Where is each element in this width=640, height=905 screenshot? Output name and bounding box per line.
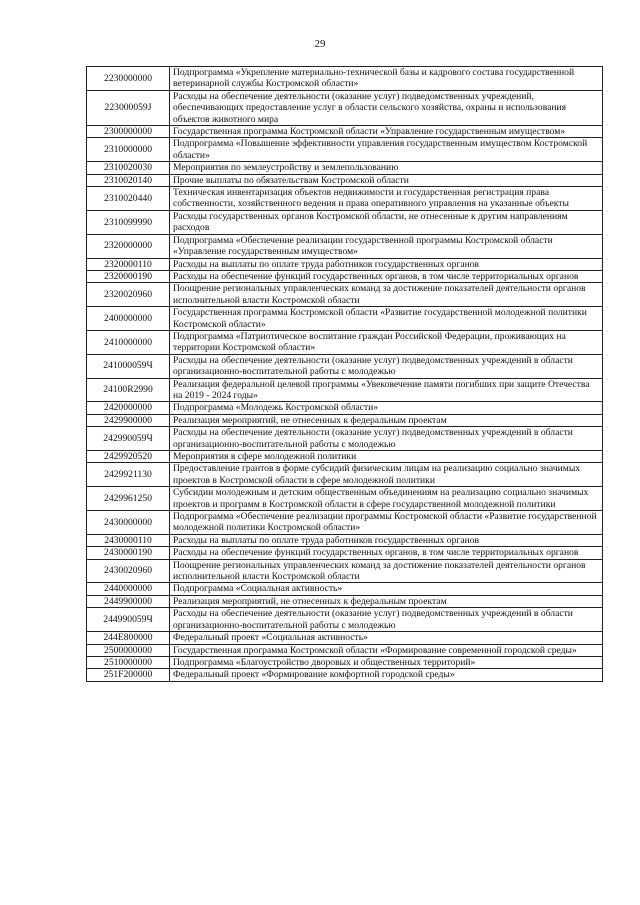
row-code: 2430000000 [87, 511, 170, 535]
row-code: 244990059Ч [87, 608, 170, 632]
table-row [87, 67, 603, 91]
row-code: 2429921130 [87, 463, 170, 487]
row-code: 2310020140 [87, 174, 170, 186]
row-code: 223000059J [87, 90, 170, 125]
row-name: Поощрение региональных управленческих команд за достижение показателей деятельности органов исполнительной власти Костромской области [170, 559, 603, 583]
table-row [87, 402, 603, 414]
row-code: 2510000000 [87, 656, 170, 668]
row-code: 2429961250 [87, 487, 170, 511]
row-name: Подпрограмма «Молодежь Костромской области» [170, 402, 603, 414]
table-row [87, 414, 603, 426]
row-code: 2320000190 [87, 270, 170, 282]
row-name: Федеральный проект «Формирование комфортной городской среды» [170, 669, 603, 681]
row-name: Предоставление грантов в форме субсидий физическим лицам на реализацию социально значимых проектов в Костромской области в сфере молодежной политики [170, 463, 603, 487]
row-name: Мероприятия в сфере молодежной политики [170, 451, 603, 463]
row-name: Реализация мероприятий, не отнесенных к федеральным проектам [170, 595, 603, 607]
table-row [87, 90, 603, 125]
row-name: Государственная программа Костромской области «Формирование современной городской среды» [170, 644, 603, 656]
row-name: Подпрограмма «Патриотическое воспитание граждан Российской Федерации, проживающих на территории Костромской области» [170, 330, 603, 354]
row-code: 2300000000 [87, 126, 170, 138]
row-name: Реализация федеральной целевой программы «Увековечение памяти погибших при защите Отечества на 2019 - 2024 годы» [170, 378, 603, 402]
table-row [87, 559, 603, 583]
row-code: 24100R2990 [87, 378, 170, 402]
table-row [87, 547, 603, 559]
table-row [87, 644, 603, 656]
row-code: 241000059Ч [87, 354, 170, 378]
row-code: 2310000000 [87, 138, 170, 162]
row-name: Государственная программа Костромской области «Развитие государственной молодежной политики Костромской области» [170, 307, 603, 331]
table-row [87, 307, 603, 331]
row-code: 2310099990 [87, 210, 170, 234]
page-number: 29 [314, 38, 326, 50]
row-name: Расходы на обеспечение деятельности (оказание услуг) подведомственных учреждений, обеспечивающих предоставление услуг в области сельского хозяйства, охраны и использования объектов животного мира [170, 90, 603, 125]
table-row [87, 608, 603, 632]
row-name: Федеральный проект «Социальная активность» [170, 632, 603, 644]
table-row [87, 174, 603, 186]
row-name: Реализация мероприятий, не отнесенных к федеральным проектам [170, 414, 603, 426]
row-name: Подпрограмма «Укрепление материально-технической базы и кадрового состава государственной ветеринарной службы Костромской области» [170, 67, 603, 91]
table-row [87, 234, 603, 258]
table-row [87, 534, 603, 546]
row-code: 2429900000 [87, 414, 170, 426]
row-code: 2430020960 [87, 559, 170, 583]
row-code: 2420000000 [87, 402, 170, 414]
row-code: 2429920520 [87, 451, 170, 463]
row-code: 244E800000 [87, 632, 170, 644]
row-code: 2430000190 [87, 547, 170, 559]
row-name: Расходы на выплаты по оплате труда работников государственных органов [170, 534, 603, 546]
row-code: 2310020030 [87, 162, 170, 174]
table-row [87, 187, 603, 211]
table-row [87, 632, 603, 644]
table-body [87, 67, 603, 682]
row-name: Поощрение региональных управленческих команд за достижение показателей деятельности органов исполнительной власти Костромской области [170, 283, 603, 307]
row-code: 2410000000 [87, 330, 170, 354]
table-row [87, 162, 603, 174]
row-code: 2230000000 [87, 67, 170, 91]
table-row [87, 126, 603, 138]
row-name: Расходы на обеспечение деятельности (оказание услуг) подведомственных учреждений в области организационно-воспитательной работы с молодежью [170, 354, 603, 378]
row-name: Расходы на обеспечение деятельности (оказание услуг) подведомственных учреждений в области организационно-воспитательной работы с молодежью [170, 608, 603, 632]
row-code: 251F200000 [87, 669, 170, 681]
row-code: 2500000000 [87, 644, 170, 656]
row-code: 2400000000 [87, 307, 170, 331]
row-name: Прочие выплаты по обязательствам Костромской области [170, 174, 603, 186]
row-code: 2320000110 [87, 258, 170, 270]
row-name: Субсидии молодежным и детским общественным объединениям на реализацию социально значимых проектов и программ в Костромской области в сфере государственной молодежной политики [170, 487, 603, 511]
row-name: Подпрограмма «Повышение эффективности управления государственным имуществом Костромской области» [170, 138, 603, 162]
table-row [87, 210, 603, 234]
row-code: 2320020960 [87, 283, 170, 307]
table-row [87, 270, 603, 282]
row-code: 2449900000 [87, 595, 170, 607]
table-row [87, 378, 603, 402]
row-code: 2310020440 [87, 187, 170, 211]
row-name: Расходы на обеспечение функций государственных органов, в том числе территориальных органов [170, 270, 603, 282]
row-name: Мероприятия по землеустройству и землепользованию [170, 162, 603, 174]
table-row [87, 427, 603, 451]
row-name: Расходы на обеспечение деятельности (оказание услуг) подведомственных учреждений в области организационно-воспитательной работы с молодежью [170, 427, 603, 451]
row-code: 2440000000 [87, 583, 170, 595]
table-row [87, 511, 603, 535]
table-row [87, 487, 603, 511]
table-row [87, 354, 603, 378]
table-row [87, 283, 603, 307]
table-row [87, 330, 603, 354]
row-name: Расходы государственных органов Костромской области, не отнесенные к другим направлениям расходов [170, 210, 603, 234]
table-row [87, 669, 603, 681]
row-code: 242990059Ч [87, 427, 170, 451]
table-row [87, 463, 603, 487]
row-name: Подпрограмма «Благоустройство дворовых и общественных территорий» [170, 656, 603, 668]
table-row [87, 451, 603, 463]
row-code: 2320000000 [87, 234, 170, 258]
row-code: 2430000110 [87, 534, 170, 546]
row-name: Техническая инвентаризация объектов недвижимости и государственная регистрация права собственности, хозяйственного ведения и права оперативного управления на указанные объекты [170, 187, 603, 211]
row-name: Государственная программа Костромской области «Управление государственным имуществом» [170, 126, 603, 138]
row-name: Подпрограмма «Обеспечение реализации государственной программы Костромской области «Управление государственным имуществом» [170, 234, 603, 258]
row-name: Подпрограмма «Обеспечение реализации программы Костромской области «Развитие государственной молодежной политики Костромской области» [170, 511, 603, 535]
row-name: Расходы на выплаты по оплате труда работников государственных органов [170, 258, 603, 270]
row-name: Подпрограмма «Социальная активность» [170, 583, 603, 595]
budget-classification-table [86, 66, 603, 682]
table-row [87, 595, 603, 607]
row-name: Расходы на обеспечение функций государственных органов, в том числе территориальных органов [170, 547, 603, 559]
table-row [87, 583, 603, 595]
table-row [87, 138, 603, 162]
table-row [87, 656, 603, 668]
table-row [87, 258, 603, 270]
